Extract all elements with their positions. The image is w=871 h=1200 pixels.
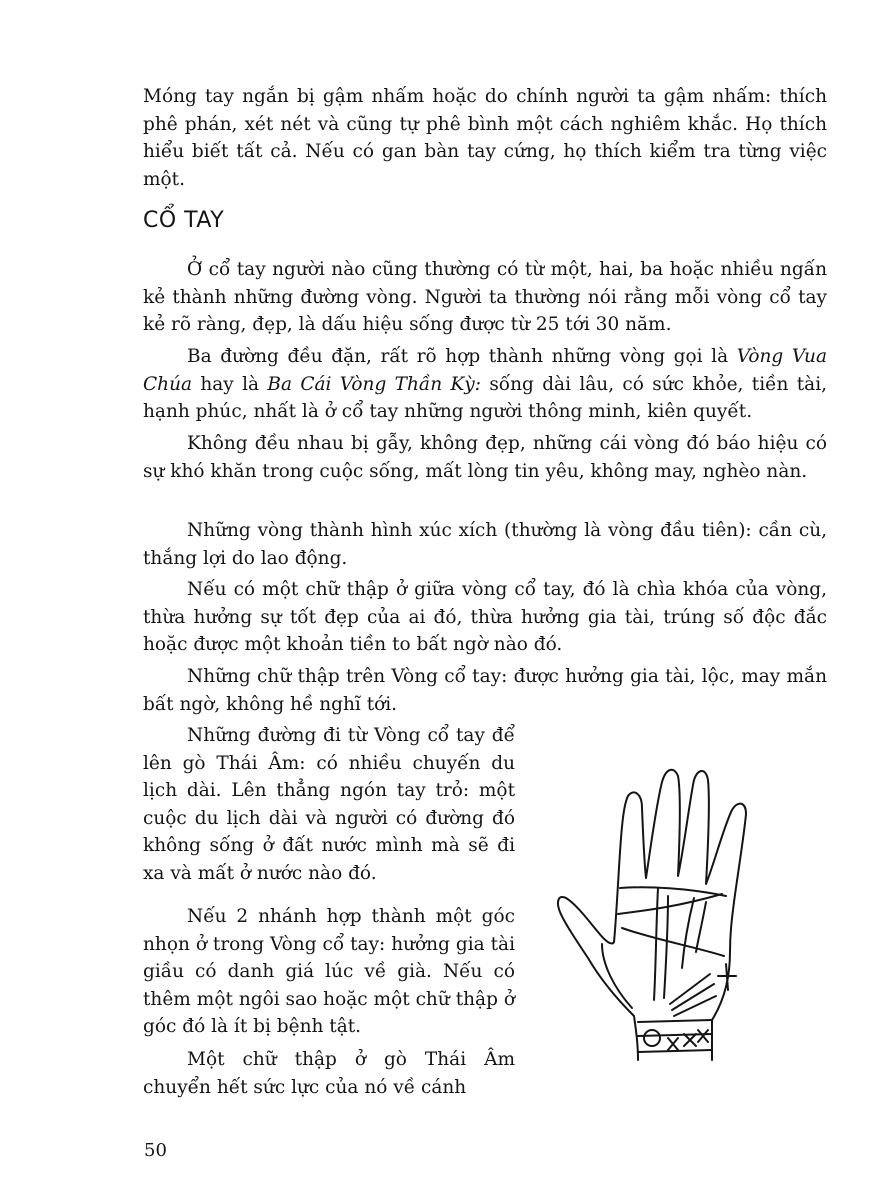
paragraph-chain-rings: Những vòng thành hình xúc xích (thường là vòng đầu tiên): cần cù, thắng lợi do lao động.	[143, 520, 827, 569]
intro-paragraph: Móng tay ngắn bị gậm nhấm hoặc do chính người ta gậm nhấm: thích phê phán, xét nét và cũng tự phê bình một cách nghiêm khắc. Họ thích hiểu biết tất cả. Nếu có gan bàn tay cứng, họ thích kiểm tra từng việc một.	[143, 86, 827, 190]
paragraph-royal-rings	[143, 343, 827, 426]
paragraph-moon-mount-cross: Một chữ thập ở gò Thái Âm chuyển hết sức lực của nó về cánh	[143, 1049, 515, 1098]
paragraph-cross-key: Nếu có một chữ thập ở giữa vòng cổ tay, đó là chìa khóa của vòng, thừa hưởng sự tốt đẹp của ai đó, thừa hưởng gia tài, trúng số độc đắc hoặc được một khoản tiền to bất ngờ nào đó.	[143, 579, 827, 655]
paragraph-acute-angle: Nếu 2 nhánh hợp thành một góc nhọn ở trong Vòng cổ tay: hưởng gia tài giầu có danh giá lúc về già. Nếu có thêm một ngôi sao hoặc một chữ thập ở góc đó là ít bị bệnh tật.	[143, 906, 515, 1037]
section-heading: CỔ TAY	[143, 208, 225, 233]
page-number: 50	[144, 1140, 167, 1161]
paragraph-wrist-lines: Ở cổ tay người nào cũng thường có từ một, hai, ba hoặc nhiều ngấn kẻ thành những đường vòng. Người ta thường nói rằng mỗi vòng cổ tay kẻ rõ ràng, đẹp, là dấu hiệu sống được từ 25 tới 30 năm.	[143, 259, 827, 335]
palm-hand-illustration-icon	[556, 752, 776, 1072]
italic-term: Vòng Vua Chúa	[143, 346, 827, 395]
paragraph-text: hay là	[192, 373, 268, 395]
paragraph-broken-rings: Không đều nhau bị gẫy, không đẹp, những cái vòng đó báo hiệu có sự khó khăn trong cuộc sống, mất lòng tin yêu, không may, nghèo nàn.	[143, 433, 827, 482]
paragraph-text: sống dài lâu, có sức khỏe, tiền tài, hạnh phúc, nhất là ở cổ tay những người thông minh, kiên quyết.	[143, 373, 827, 422]
paragraph-crosses: Những chữ thập trên Vòng cổ tay: được hưởng gia tài, lộc, may mắn bất ngờ, không hề nghĩ tới.	[143, 666, 827, 715]
paragraph-text: Ba đường đều đặn, rất rõ hợp thành những vòng gọi là	[187, 346, 737, 367]
italic-term: Ba Cái Vòng Thần Kỳ:	[267, 373, 481, 395]
paragraph-travel-lines: Những đường đi từ Vòng cổ tay để lên gò Thái Âm: có nhiều chuyến du lịch dài. Lên thẳng ngón tay trỏ: một cuộc du lịch dài và người có đường đó không sống ở đất nước mình mà sẽ đi xa và mất ở nước nào đó.	[143, 725, 515, 884]
